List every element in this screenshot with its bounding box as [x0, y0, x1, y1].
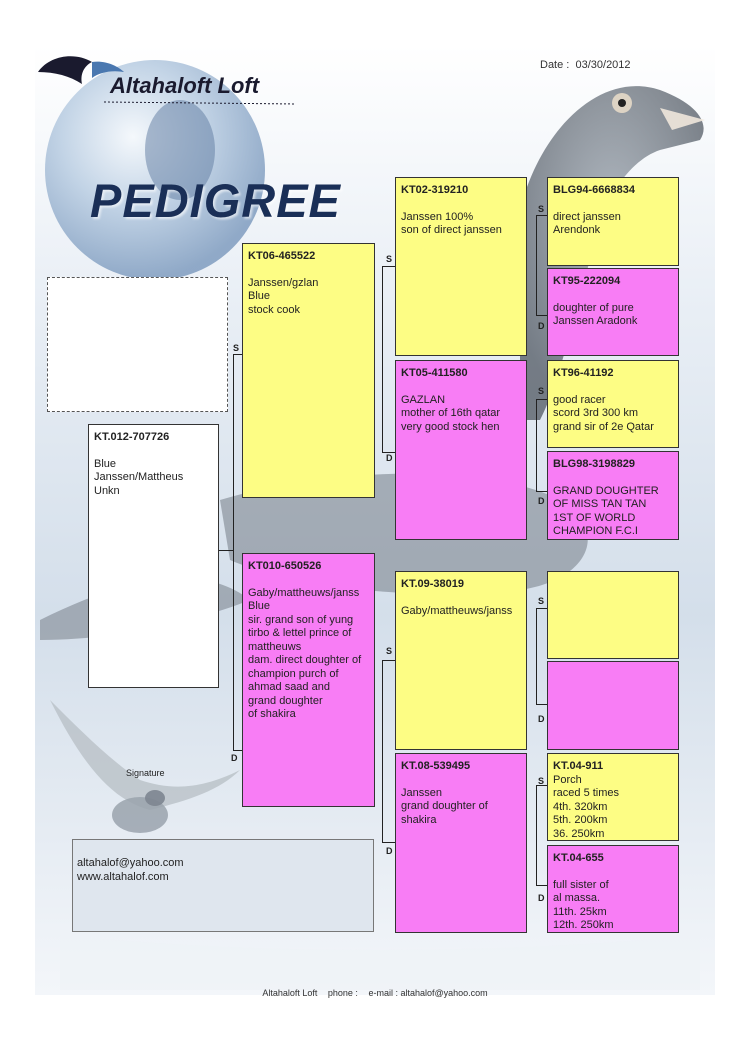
- sire-label: S: [538, 386, 545, 396]
- sire-label: S: [386, 254, 393, 264]
- great-grandparent-card[interactable]: [547, 360, 679, 448]
- detail-line: tirbo & lettel prince of: [248, 627, 352, 639]
- photo-placeholder[interactable]: [47, 277, 228, 412]
- footer: [0, 988, 750, 998]
- great-grandparent-card[interactable]: [547, 845, 679, 933]
- detail-line: mattheuws: [248, 640, 302, 653]
- sire-label: S: [538, 204, 545, 214]
- detail-line: raced 5 times: [553, 787, 620, 799]
- detail-line: 12th. 250km: [553, 919, 614, 931]
- detail-line: Janssen 100%: [401, 210, 474, 223]
- contact-box: [72, 839, 374, 932]
- date-field: [540, 59, 631, 71]
- sire-label: S: [538, 776, 545, 786]
- great-grandparent-card[interactable]: [547, 268, 679, 356]
- detail-line: mother of 16th qatar: [401, 407, 501, 419]
- ring-number: KT.08-539495: [401, 760, 471, 772]
- detail-line: GAZLAN: [401, 393, 446, 406]
- ring-number: KT010-650526: [248, 560, 322, 572]
- dam-label: D: [538, 496, 545, 506]
- granddam-maternal-card[interactable]: [395, 753, 527, 933]
- footer-loft: Altahaloft Loft: [262, 988, 318, 998]
- detail-line: GRAND DOUGHTER: [553, 484, 659, 497]
- dam-label: D: [386, 846, 393, 856]
- great-grandparent-card[interactable]: [547, 177, 679, 266]
- detail-line: good racer: [553, 393, 606, 406]
- granddam-paternal-card[interactable]: [395, 360, 527, 540]
- grandsire-maternal-card[interactable]: [395, 571, 527, 750]
- detail-line: grand sir of 2e Qatar: [553, 420, 654, 433]
- detail-line: al massa.: [553, 892, 601, 904]
- detail-line: Janssen: [401, 786, 442, 799]
- detail-line: Blue: [248, 290, 271, 302]
- sire-label: S: [233, 343, 240, 353]
- detail-line: Porch: [553, 773, 582, 786]
- detail-line: Blue: [248, 600, 271, 612]
- detail-line: scord 3rd 300 km: [553, 407, 638, 419]
- great-grandparent-card[interactable]: [547, 571, 679, 659]
- great-grandparent-card[interactable]: [547, 451, 679, 540]
- ring-number: KT02-319210: [401, 184, 469, 196]
- logo-text: Altahaloft Loft: [110, 73, 260, 98]
- detail-line: shakira: [401, 813, 437, 826]
- detail-line: Arendonk: [553, 224, 601, 236]
- detail-line: CHAMPION F.C.I: [553, 525, 638, 537]
- detail-line: 1ST OF WORLD: [553, 511, 636, 524]
- ring-number: KT95-222094: [553, 275, 621, 287]
- ring-number: KT05-411580: [401, 367, 468, 379]
- sire-label: S: [386, 646, 393, 656]
- ring-number: KT.04-911: [553, 760, 604, 772]
- ring-number: KT.04-655: [553, 852, 604, 864]
- detail-line: OF MISS TAN TAN: [553, 498, 647, 510]
- ring-number: KT.09-38019: [401, 578, 464, 590]
- dam-card[interactable]: [242, 553, 375, 807]
- detail-line: Gaby/mattheuws/janss: [248, 586, 360, 599]
- signature-label: Signature: [126, 768, 165, 778]
- dam-label: D: [538, 321, 545, 331]
- detail-line: Janssen/gzlan: [248, 276, 319, 289]
- date-label: Date :: [540, 59, 570, 71]
- grandsire-paternal-card[interactable]: [395, 177, 527, 356]
- detail-line: champion purch of: [248, 667, 339, 680]
- page-title: PEDIGREE: [90, 174, 341, 227]
- ring-number: KT.012-707726: [94, 431, 170, 443]
- detail-line: 4th. 320km: [553, 800, 608, 813]
- sire-label: S: [538, 596, 545, 606]
- ring-number: KT96-41192: [553, 367, 614, 379]
- ring-number: BLG94-6668834: [553, 184, 635, 196]
- detail-line: Gaby/mattheuws/janss: [401, 604, 513, 617]
- date-value: 03/30/2012: [575, 59, 631, 71]
- great-grandparent-card[interactable]: [547, 661, 679, 750]
- detail-line: 5th. 200km: [553, 814, 608, 826]
- detail-line: of shakira: [248, 708, 296, 720]
- detail-line: very good stock hen: [401, 420, 500, 433]
- dam-label: D: [538, 714, 545, 724]
- footer-email: e-mail : altahalof@yahoo.com: [368, 988, 488, 998]
- detail-line: Janssen Aradonk: [553, 315, 638, 327]
- detail-line: sir. grand son of yung: [248, 613, 354, 626]
- detail-line: grand doughter of: [401, 800, 488, 812]
- detail-line: doughter of pure: [553, 301, 634, 314]
- detail-line: 36. 250km: [553, 827, 605, 840]
- detail-line: full sister of: [553, 878, 609, 891]
- contact-website[interactable]: www.altahalof.com: [77, 871, 169, 883]
- detail-line: ahmad saad and: [248, 681, 330, 693]
- contact-email[interactable]: altahalof@yahoo.com: [77, 857, 184, 869]
- detail-line: Unkn: [94, 484, 120, 497]
- great-grandparent-card[interactable]: [547, 753, 679, 841]
- detail-line: Blue: [94, 457, 117, 470]
- detail-line: direct janssen: [553, 210, 621, 223]
- detail-line: son of direct janssen: [401, 224, 502, 236]
- dam-label: D: [538, 893, 545, 903]
- subject-card[interactable]: [88, 424, 219, 688]
- detail-line: grand doughter: [248, 694, 323, 707]
- ring-number: BLG98-3198829: [553, 458, 635, 470]
- ring-number: KT06-465522: [248, 250, 316, 262]
- detail-line: dam. direct doughter of: [248, 654, 362, 666]
- detail-line: stock cook: [248, 303, 300, 316]
- detail-line: 11th. 25km: [553, 905, 607, 918]
- footer-phone: phone :: [327, 988, 358, 998]
- dam-label: D: [386, 453, 393, 463]
- sire-card[interactable]: [242, 243, 375, 498]
- detail-line: Janssen/Mattheus: [94, 471, 184, 483]
- dam-label: D: [231, 753, 238, 763]
